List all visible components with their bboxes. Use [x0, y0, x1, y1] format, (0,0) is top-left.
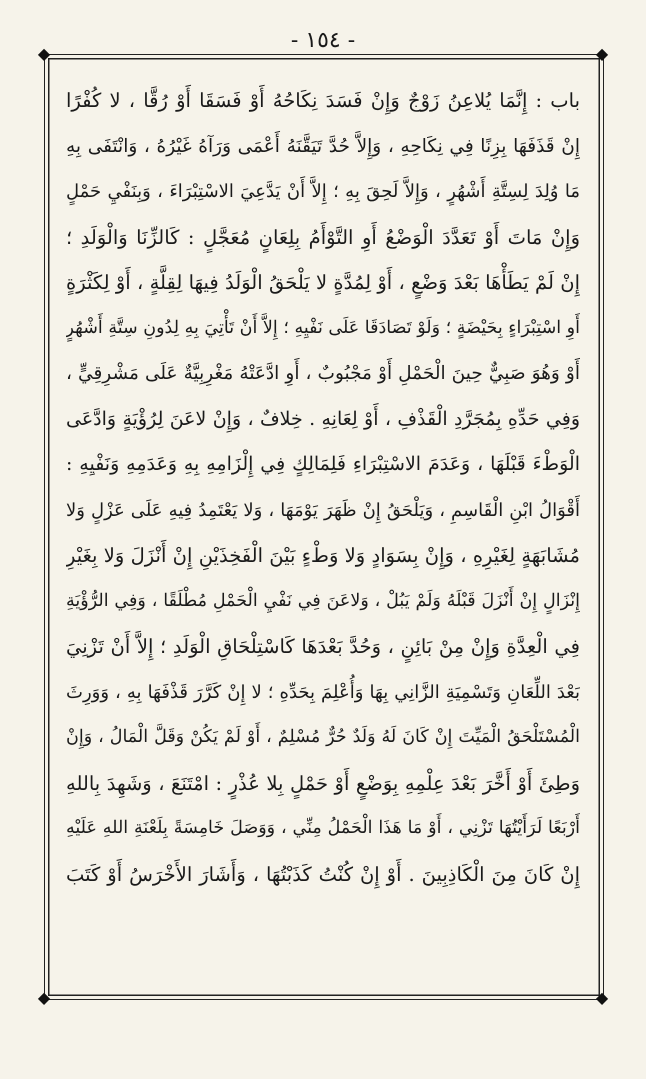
text-line: إِنْ كَانَ مِنَ الْكَاذِبِينَ . أَوْ إِنْ كُنْتُ كَذَبْتُهَا ، وَأَشَارَ الأَخْرَسُ أَوْ كَتَبَ	[66, 862, 580, 886]
text-line: بَعْدَ اللِّعَانِ وَتَسْمِيَةِ الزَّانِي بِهَا وَأُعْلِمَ بِحَدِّهِ ؛ لا إِنْ كَرَّرَ قَذْفَهَا بِهِ ، وَوَرِثَ	[66, 681, 580, 703]
text-line: أَرْبَعًا لَرَأَيْتُهَا تَزْنِي ، أَوْ مَا هَذَا الْحَمْلُ مِنِّي ، وَوَصَلَ خَامِسَةً بِلَعْنَةِ اللهِ عَلَيْهِ	[66, 818, 580, 838]
corner-ornament-icon: ◆	[37, 988, 51, 1007]
text-line: إِنْزَالٍ إِنْ أَنْزَلَ قَبْلَهُ وَلَمْ يَبُلْ ، وَلاعَنَ فِي نَفْيِ الْحَمْلِ مُطْلَقًا ، وَفِي الرُّؤْيَةِ	[66, 590, 580, 611]
text-line: الْمُسْتَلْحَقُ الْمَيِّتَ إِنْ كَانَ لَهُ وَلَدٌ حُرٌّ مُسْلِمٌ ، أَوْ لَمْ يَكُنْ وَقَلَّ الْمَالُ ، وَإِنْ	[66, 727, 580, 747]
text-line: مُشَابَهَةٍ لِغَيْرِهِ ، وَإِنْ بِسَوَادٍ وَلا وَطْءٍ بَيْنَ الْفَخِذَيْنِ إِنْ أَنْزَلَ وَلا بِغَيْرِ	[66, 544, 580, 567]
corner-ornament-icon: ◆	[595, 988, 609, 1007]
page-number: - ١٥٤ -	[290, 28, 356, 53]
text-line: وَإِنْ مَاتَ أَوْ تَعَدَّدَ الْوَضْعُ أَوِ التَّوْأَمُ بِلِعَانٍ مُعَجَّلٍ : كَالزِّنَا وَالْوَلَدِ ؛	[66, 225, 580, 249]
text-line: وَفِي حَدِّهِ بِمُجَرَّدِ الْقَذْفِ ، أَوْ لِعَانِهِ . خِلافٌ ، وَإِنْ لاعَنَ لِرُؤْيَةٍ وَادَّعَى	[66, 407, 580, 430]
text-line: إِنْ قَذَفَهَا بِزِنًا فِي نِكَاحِهِ ، وَإِلاَّ حُدَّ تَيَقَّنَهُ أَعْمَى وَرَآهُ غَيْرُهُ ، وَانْتَفَى بِهِ	[66, 135, 580, 157]
text-line: فِي الْعِدَّةِ وَإِنْ مِنْ بَائِنٍ ، وَحُدَّ بَعْدَهَا كَاسْتِلْحَاقِ الْوَلَدِ ؛ إِلاَّ أَنْ تَزْنِيَ	[66, 635, 580, 658]
text-line: أَقْوَالُ ابْنِ الْقَاسِمِ ، وَيَلْحَقُ إِنْ ظَهَرَ يَوْمَهَا ، وَلا يَعْتَمِدُ فِيهِ عَلَى عَزْلٍ وَلا	[66, 499, 580, 521]
text-line: مَا وُلِدَ لِسِتَّةِ أَشْهُرٍ ، وَإِلاَّ لَحِقَ بِهِ ؛ إِلاَّ أَنْ يَدَّعِيَ الاسْتِبْرَاءَ ، وَبِنَفْيِ حَمْلٍ	[66, 181, 580, 202]
text-line: وَطِئَ أَوْ أَخَّرَ بَعْدَ عِلْمِهِ بِوَضْعٍ أَوْ حَمْلٍ بِلا عُذْرٍ : امْتَنَعَ ، وَشَهِدَ بِاللهِ	[66, 771, 580, 795]
text-line: أَوِ اسْتِبْرَاءٍ بِحَيْضَةٍ ؛ وَلَوْ تَصَادَقَا عَلَى نَفْيِهِ ؛ إِلاَّ أَنْ تَأْتِيَ بِهِ لِدُونِ سِتَّةِ أَشْهُرٍ	[66, 317, 580, 338]
text-line: أَوْ وَهُوَ صَبِيٌّ حِينَ الْحَمْلِ أَوْ مَجْبُوبٌ ، أَوِ ادَّعَتْهُ مَغْرِبِيَّةٌ عَلَى مَشْرِقِيٍّ ،	[66, 363, 580, 384]
text-line: الْوَطْءَ قَبْلَهَا ، وَعَدَمَ الاسْتِبْرَاءِ فَلِمَالِكٍ فِي إِلْزَامِهِ بِهِ وَعَدَمِهِ وَنَفْيِهِ :	[66, 453, 580, 475]
corner-ornament-icon: ◆	[37, 44, 51, 63]
text-line: إِنْ لَمْ يَطَأْهَا بَعْدَ وَضْعٍ ، أَوْ لِمُدَّةٍ لا يَلْحَقُ الْوَلَدُ فِيهَا لِقِلَّةٍ ، أَوْ لِكَثْرَةٍ	[66, 271, 580, 294]
body-text	[66, 78, 580, 988]
corner-ornament-icon: ◆	[595, 44, 609, 63]
text-line: باب : إِنَّمَا يُلاعِنُ زَوْجٌ وَإِنْ فَسَدَ نِكَاحُهُ أَوْ فَسَقَا أَوْ رُقَّا ، لا كُفْرًا	[66, 89, 580, 112]
